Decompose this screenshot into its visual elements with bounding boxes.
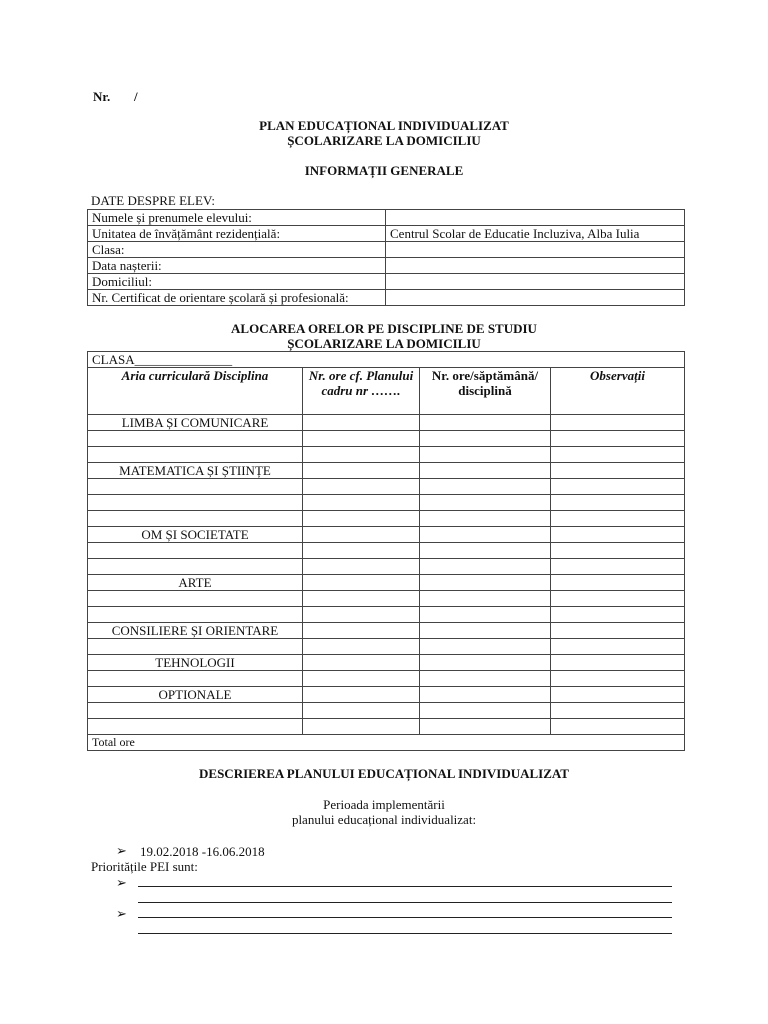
doc-subtitle: ȘCOLARIZARE LA DOMICILIU xyxy=(287,133,481,148)
allocation-entry-cell[interactable] xyxy=(420,463,551,479)
implementation-dates: 19.02.2018 -16.06.2018 xyxy=(140,844,265,859)
allocation-entry-cell[interactable] xyxy=(303,671,420,687)
allocation-row xyxy=(88,463,685,479)
allocation-entry-cell[interactable] xyxy=(551,511,685,527)
allocation-row xyxy=(88,431,685,447)
student-section-label: DATE DESPRE ELEV: xyxy=(91,193,215,208)
nr-slash: / xyxy=(134,89,138,104)
priority-line xyxy=(138,917,672,918)
allocation-entry-cell[interactable] xyxy=(303,655,420,671)
allocation-entry-cell[interactable] xyxy=(420,719,551,735)
allocation-row xyxy=(88,671,685,687)
allocation-entry-cell[interactable] xyxy=(303,447,420,463)
area-cell: CONSILIERE ȘI ORIENTARE xyxy=(88,623,303,639)
allocation-entry-cell[interactable] xyxy=(303,559,420,575)
student-info-table xyxy=(87,209,685,306)
clasa-cell: CLASA_______________ xyxy=(88,352,685,368)
allocation-entry-cell[interactable] xyxy=(303,511,420,527)
student-info-value[interactable] xyxy=(386,258,685,274)
allocation-entry-cell[interactable] xyxy=(551,415,685,431)
allocation-row xyxy=(88,719,685,735)
allocation-row xyxy=(88,639,685,655)
student-info-value[interactable] xyxy=(386,242,685,258)
period-label-2: planului educațional individualizat: xyxy=(291,812,477,827)
student-info-value[interactable]: Centrul Scolar de Educatie Incluziva, Alba Iulia xyxy=(386,226,685,242)
allocation-entry-cell[interactable] xyxy=(551,447,685,463)
allocation-entry-cell[interactable] xyxy=(551,527,685,543)
allocation-entry-cell[interactable] xyxy=(551,655,685,671)
student-info-label: Clasa: xyxy=(88,242,386,258)
allocation-row xyxy=(88,591,685,607)
allocation-table xyxy=(87,351,685,751)
allocation-entry-cell[interactable] xyxy=(420,687,551,703)
allocation-entry-cell[interactable] xyxy=(420,655,551,671)
student-info-row xyxy=(88,274,685,290)
student-info-label: Unitatea de învățământ rezidențială: xyxy=(88,226,386,242)
student-info-row xyxy=(88,258,685,274)
allocation-row xyxy=(88,575,685,591)
allocation-entry-cell[interactable] xyxy=(420,703,551,719)
allocation-entry-cell[interactable] xyxy=(420,671,551,687)
priority-line xyxy=(138,902,672,903)
allocation-entry-cell[interactable] xyxy=(303,687,420,703)
allocation-row xyxy=(88,511,685,527)
allocation-entry-cell[interactable] xyxy=(551,639,685,655)
col-header-hours-week: Nr. ore/săptămână/ disciplină xyxy=(420,368,551,415)
allocation-entry-cell[interactable] xyxy=(303,591,420,607)
allocation-entry-cell[interactable] xyxy=(420,575,551,591)
period-label: Perioada implementării xyxy=(323,797,445,812)
area-cell xyxy=(88,719,303,735)
allocation-entry-cell[interactable] xyxy=(303,415,420,431)
allocation-entry-cell[interactable] xyxy=(420,591,551,607)
allocation-entry-cell[interactable] xyxy=(303,479,420,495)
allocation-entry-cell[interactable] xyxy=(551,703,685,719)
allocation-row xyxy=(88,495,685,511)
allocation-entry-cell[interactable] xyxy=(420,479,551,495)
allocation-row xyxy=(88,623,685,639)
area-cell xyxy=(88,511,303,527)
allocation-entry-cell[interactable] xyxy=(303,463,420,479)
priority-line xyxy=(138,933,672,934)
allocation-row xyxy=(88,559,685,575)
allocation-entry-cell[interactable] xyxy=(551,431,685,447)
allocation-entry-cell[interactable] xyxy=(551,575,685,591)
bullet-arrow-icon: ➢ xyxy=(116,906,127,921)
area-cell: TEHNOLOGII xyxy=(88,655,303,671)
student-info-value[interactable] xyxy=(386,210,685,226)
allocation-entry-cell[interactable] xyxy=(303,607,420,623)
allocation-entry-cell[interactable] xyxy=(551,607,685,623)
allocation-row xyxy=(88,655,685,671)
description-title: DESCRIEREA PLANULUI EDUCAȚIONAL INDIVIDUALIZAT xyxy=(199,766,569,781)
allocation-subtitle: ȘCOLARIZARE LA DOMICILIU xyxy=(287,336,481,351)
allocation-entry-cell[interactable] xyxy=(303,639,420,655)
allocation-entry-cell[interactable] xyxy=(551,623,685,639)
allocation-entry-cell[interactable] xyxy=(420,607,551,623)
area-cell: OM ȘI SOCIETATE xyxy=(88,527,303,543)
allocation-row xyxy=(88,415,685,431)
allocation-entry-cell[interactable] xyxy=(303,575,420,591)
allocation-entry-cell[interactable] xyxy=(303,543,420,559)
area-cell xyxy=(88,703,303,719)
area-cell xyxy=(88,431,303,447)
student-info-label: Domiciliul: xyxy=(88,274,386,290)
student-info-value[interactable] xyxy=(386,290,685,306)
allocation-entry-cell[interactable] xyxy=(420,447,551,463)
student-info-value[interactable] xyxy=(386,274,685,290)
allocation-row xyxy=(88,607,685,623)
col-header-observations: Observații xyxy=(551,368,685,415)
area-cell: ARTE xyxy=(88,575,303,591)
area-cell: MATEMATICA ȘI ȘTIINȚE xyxy=(88,463,303,479)
doc-title: PLAN EDUCAȚIONAL INDIVIDUALIZAT xyxy=(259,118,509,133)
allocation-entry-cell[interactable] xyxy=(420,415,551,431)
area-cell: OPTIONALE xyxy=(88,687,303,703)
allocation-entry-cell[interactable] xyxy=(420,495,551,511)
area-cell xyxy=(88,543,303,559)
priorities-label: Prioritățile PEI sunt: xyxy=(91,859,198,874)
area-cell xyxy=(88,447,303,463)
allocation-row xyxy=(88,447,685,463)
area-cell xyxy=(88,559,303,575)
allocation-row xyxy=(88,479,685,495)
allocation-entry-cell[interactable] xyxy=(551,495,685,511)
allocation-entry-cell[interactable] xyxy=(303,431,420,447)
allocation-entry-cell[interactable] xyxy=(420,559,551,575)
student-info-label: Data nașterii: xyxy=(88,258,386,274)
allocation-entry-cell[interactable] xyxy=(551,479,685,495)
allocation-entry-cell[interactable] xyxy=(551,463,685,479)
allocation-entry-cell[interactable] xyxy=(420,623,551,639)
student-info-label: Numele și prenumele elevului: xyxy=(88,210,386,226)
student-info-row xyxy=(88,210,685,226)
allocation-entry-cell[interactable] xyxy=(420,431,551,447)
area-cell xyxy=(88,607,303,623)
allocation-entry-cell[interactable] xyxy=(420,527,551,543)
allocation-row xyxy=(88,687,685,703)
area-cell xyxy=(88,495,303,511)
priority-line xyxy=(138,886,672,887)
allocation-entry-cell[interactable] xyxy=(303,623,420,639)
allocation-entry-cell[interactable] xyxy=(551,559,685,575)
allocation-entry-cell[interactable] xyxy=(551,719,685,735)
total-row xyxy=(88,735,685,751)
total-hours-cell: Total ore xyxy=(88,735,685,751)
area-cell xyxy=(88,591,303,607)
allocation-entry-cell[interactable] xyxy=(303,719,420,735)
col-header-area: Aria curriculară Disciplina xyxy=(88,368,303,415)
area-cell xyxy=(88,671,303,687)
allocation-entry-cell[interactable] xyxy=(551,687,685,703)
section-title-general: INFORMAȚII GENERALE xyxy=(304,163,464,178)
nr-label: Nr. xyxy=(93,89,111,104)
allocation-entry-cell[interactable] xyxy=(420,639,551,655)
area-cell: LIMBA ȘI COMUNICARE xyxy=(88,415,303,431)
bullet-arrow-icon: ➢ xyxy=(116,843,127,858)
allocation-entry-cell[interactable] xyxy=(303,527,420,543)
allocation-entry-cell[interactable] xyxy=(420,543,551,559)
allocation-entry-cell[interactable] xyxy=(551,591,685,607)
allocation-title: ALOCAREA ORELOR PE DISCIPLINE DE STUDIU xyxy=(231,321,537,336)
student-info-label: Nr. Certificat de orientare școlară și profesională: xyxy=(88,290,386,306)
student-info-row xyxy=(88,226,685,242)
student-info-row xyxy=(88,242,685,258)
allocation-entry-cell[interactable] xyxy=(303,495,420,511)
allocation-entry-cell[interactable] xyxy=(303,703,420,719)
allocation-row xyxy=(88,703,685,719)
bullet-arrow-icon: ➢ xyxy=(116,875,127,890)
student-info-row xyxy=(88,290,685,306)
allocation-entry-cell[interactable] xyxy=(420,511,551,527)
col-header-hours-plan: Nr. ore cf. Planului cadru nr ……. xyxy=(303,368,420,415)
area-cell xyxy=(88,639,303,655)
allocation-entry-cell[interactable] xyxy=(551,543,685,559)
allocation-row xyxy=(88,543,685,559)
allocation-row xyxy=(88,527,685,543)
allocation-entry-cell[interactable] xyxy=(551,671,685,687)
area-cell xyxy=(88,479,303,495)
